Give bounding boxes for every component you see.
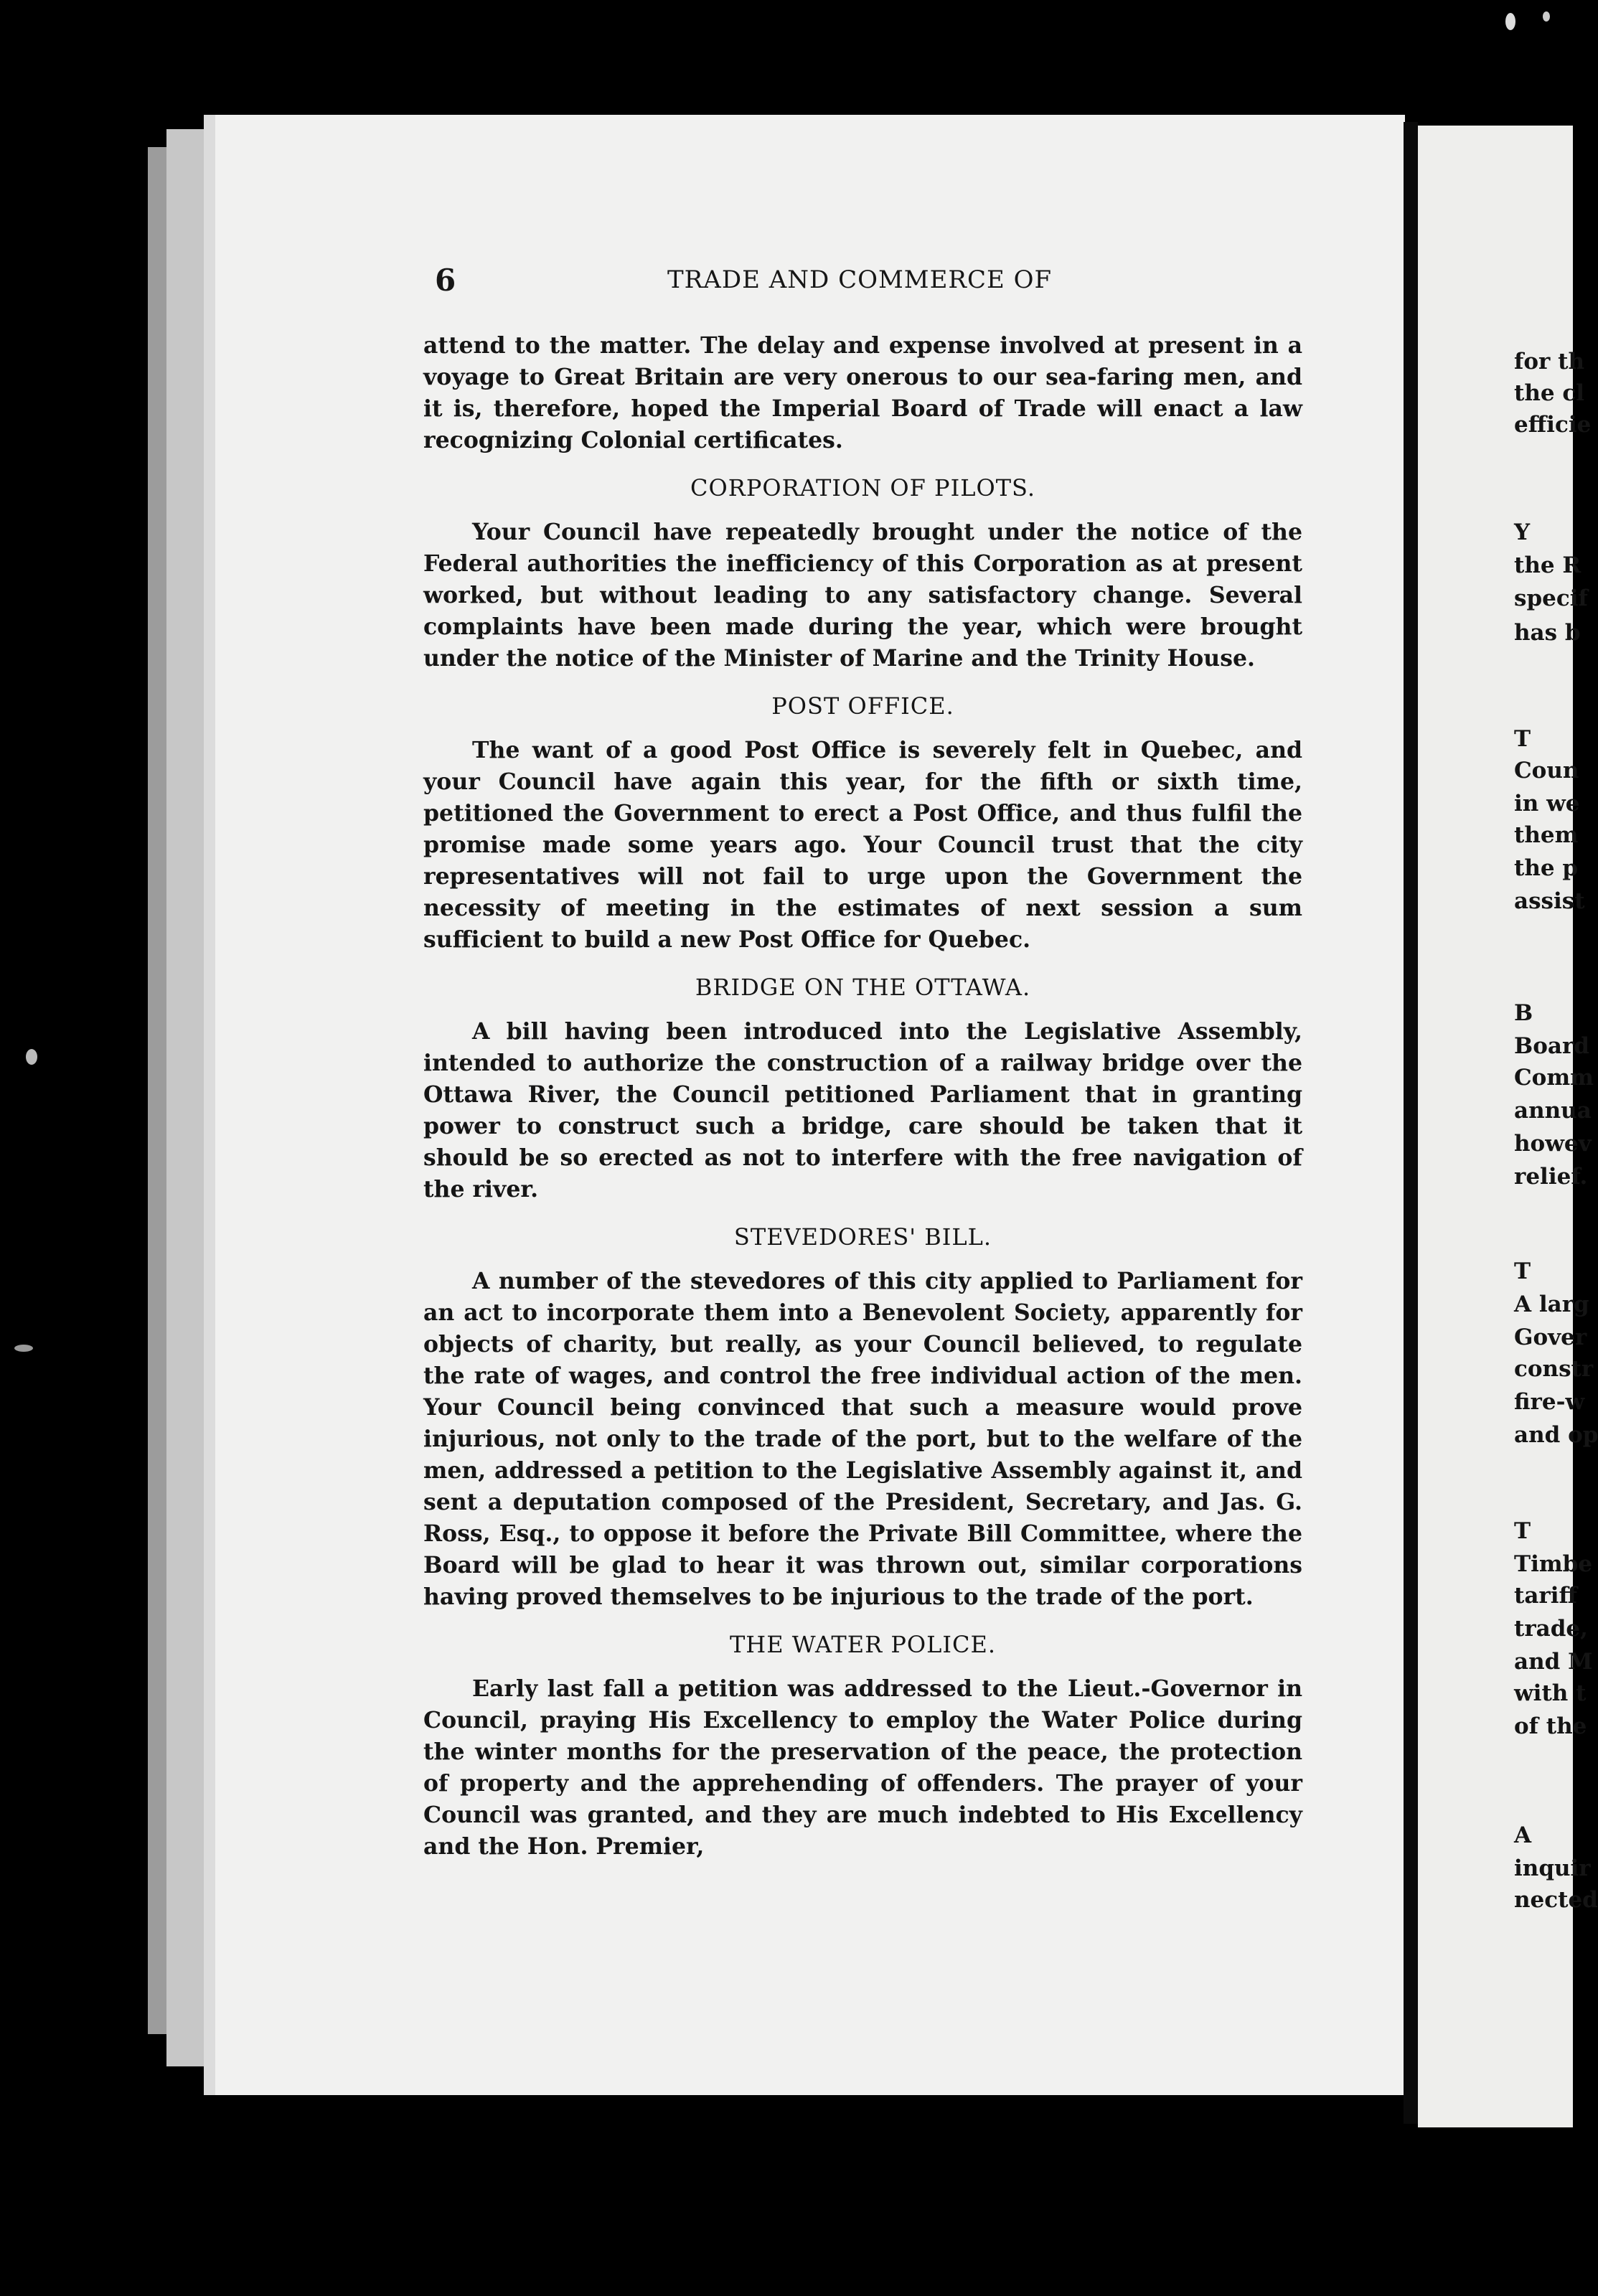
running-title: TRADE AND COMMERCE OF (667, 265, 1053, 294)
heading-water-police: THE WATER POLICE. (729, 1631, 997, 1658)
facing-page-line: the cl (1514, 380, 1585, 406)
facing-page-line: constr (1514, 1356, 1594, 1382)
facing-page-line: specif (1514, 585, 1588, 611)
facing-page-line: Board (1514, 1033, 1589, 1059)
paragraph-bridge: A bill having been introduced into the Legislative Assembly, intended to authorize the construction of a railway bridge over the Ottawa River, the Council petitioned Parliament that in granting power to construct such a bridge, care should be taken that it should be so erected as not to interfere with the free navigation of the river. (423, 1018, 1302, 1203)
facing-page-line: efficie (1514, 412, 1592, 438)
heading-corporation-of-pilots: CORPORATION OF PILOTS. (690, 474, 1035, 502)
page-stack-edge (148, 147, 166, 2034)
facing-page-line: Timbe (1514, 1551, 1593, 1577)
facing-page-line: howev (1514, 1131, 1592, 1157)
facing-page-line: tariff (1514, 1583, 1577, 1609)
facing-page-line: fire-w (1514, 1389, 1585, 1415)
facing-page-line: and M (1514, 1649, 1593, 1675)
facing-page-line: nected (1514, 1887, 1598, 1913)
facing-page-line: for th (1514, 349, 1584, 375)
facing-page-line: has b (1514, 620, 1581, 646)
scan-speck (14, 1345, 33, 1352)
paragraph-continued: attend to the matter. The delay and expense involved at present in a voyage to Great Britain are very onerous to our sea-faring men, and it is, therefore, hoped the Imperial Board of Trade will enact a law recognizing Colonial certificates. (423, 332, 1302, 453)
facing-page-line: Coun (1514, 758, 1579, 784)
paragraph-water-police: Early last fall a petition was addressed to the Lieut.-Governor in Council, praying His Excellency to employ the Water Police during the winter months for the preservation of the peace, the protection of property and the apprehending of offenders. The prayer of your Council was granted, and they are much indebted to His Excellency and the Hon. Premier, (423, 1675, 1302, 1860)
paragraph-pilots: Your Council have repeatedly brought under the notice of the Federal authorities the inefficiency of this Corporation as at present worked, but without leading to any satisfactory change. Several complaints have been made during the year, which were brought under the notice of the Minister of Marine and the Trinity House. (423, 519, 1302, 672)
facing-page-line: in we (1514, 791, 1580, 817)
heading-bridge-on-the-ottawa: BRIDGE ON THE OTTAWA. (695, 974, 1031, 1001)
facing-page-line: annua (1514, 1098, 1592, 1124)
heading-stevedores-bill: STEVEDORES' BILL. (733, 1223, 992, 1251)
scan-speck (1505, 13, 1515, 30)
facing-page-line: relief. (1514, 1164, 1588, 1190)
facing-page-line: inquir (1514, 1855, 1591, 1881)
scan-speck (1543, 11, 1550, 22)
facing-page-line: Comm (1514, 1065, 1594, 1091)
heading-post-office: POST OFFICE. (771, 692, 954, 720)
paragraph-stevedores: A number of the stevedores of this city applied to Parliament for an act to incorporate them into a Benevolent Society, apparently for objects of charity, but really, as your Council believed, to regulate the rate of wages, and control the free individual action of the men. Your Council being convinced that such a measure would prove injurious, not only to the trade of the port, but to the welfare of the men, addressed a petition to the Legislative Assembly against it, and sent a deputation composed of the President, Secretary, and Jas. G. Ross, Esq., to oppose it before the Private Bill Committee, where the Board will be glad to hear it was thrown out, similar corporations having proved themselves to be injurious to the trade of the port. (423, 1268, 1302, 1610)
facing-page-line: T (1514, 726, 1531, 752)
facing-page-line: and op (1514, 1422, 1598, 1448)
facing-page-line: T (1514, 1258, 1531, 1284)
facing-page-line: A larg (1514, 1292, 1589, 1317)
facing-page-line: assist (1514, 888, 1585, 914)
facing-page-line: A (1514, 1822, 1532, 1848)
facing-page-line: the p (1514, 855, 1579, 881)
body-text (423, 330, 1302, 1863)
page-stack-edge (166, 129, 204, 2066)
facing-page-line: the R (1514, 552, 1581, 578)
scan-speck (26, 1049, 37, 1065)
facing-page-line: B (1514, 1000, 1533, 1026)
facing-page-line: of the (1514, 1713, 1587, 1739)
page-number: 6 (435, 263, 456, 298)
facing-page-line: them (1514, 822, 1579, 848)
facing-page-line: trade, (1514, 1616, 1588, 1642)
book-gutter (1404, 122, 1418, 2124)
facing-page-line: Gover (1514, 1325, 1587, 1350)
facing-page-line: T (1514, 1518, 1531, 1544)
facing-page-line: with t (1514, 1680, 1587, 1706)
facing-page-line: Y (1514, 519, 1531, 545)
paragraph-post-office: The want of a good Post Office is severely felt in Quebec, and your Council have again this year, for the fifth or sixth time, petitioned the Government to erect a Post Office, and thus fulfil the promise made some years ago. Your Council trust that the city representatives will not fail to urge upon the Government the necessity of meeting in the estimates of next session a sum sufficient to build a new Post Office for Quebec. (423, 737, 1302, 953)
